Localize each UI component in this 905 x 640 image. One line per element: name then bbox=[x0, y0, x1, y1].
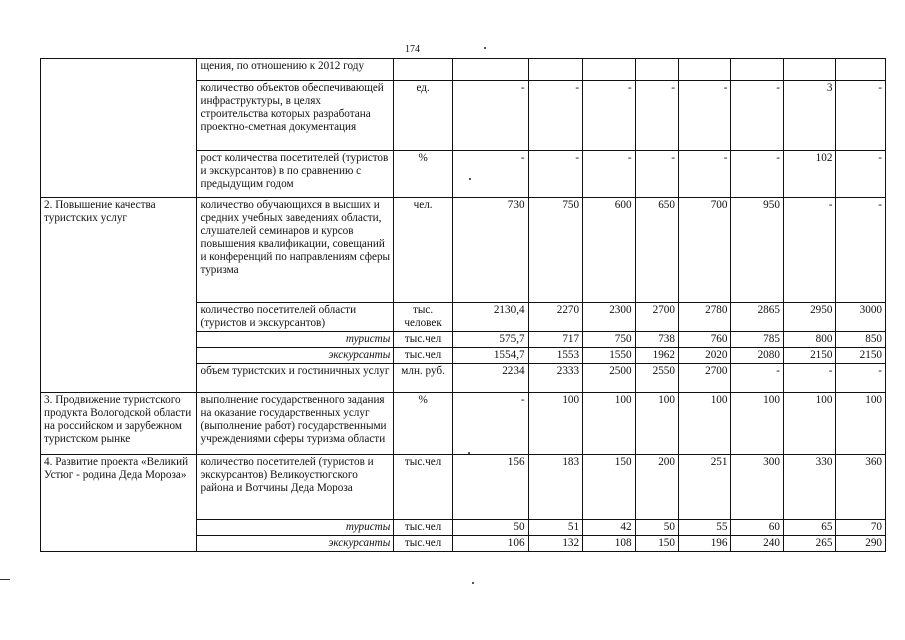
value-cell: 750 bbox=[528, 198, 583, 303]
unit-cell: тыс.чел bbox=[394, 332, 453, 348]
unit-cell: тыс.чел bbox=[394, 455, 453, 520]
table-row bbox=[41, 198, 886, 303]
unit-cell bbox=[394, 59, 453, 81]
value-cell: 100 bbox=[783, 393, 835, 455]
value-cell: 2500 bbox=[583, 364, 635, 393]
value-cell: 2234 bbox=[452, 364, 528, 393]
value-cell: 106 bbox=[452, 536, 528, 552]
value-cell: 100 bbox=[528, 393, 583, 455]
unit-cell: ед. bbox=[394, 81, 453, 151]
value-cell: 1553 bbox=[528, 348, 583, 364]
indicator-cell: рост количества посетителей (туристов и экскурсантов) в по сравнению с предыдущим годом bbox=[197, 151, 394, 198]
unit-cell: млн. руб. bbox=[394, 364, 453, 393]
value-cell: 2780 bbox=[678, 303, 730, 332]
value-cell: 600 bbox=[583, 198, 635, 303]
unit-cell: тыс.чел bbox=[394, 348, 453, 364]
goal-cell-empty bbox=[41, 59, 197, 198]
value-cell: - bbox=[731, 364, 783, 393]
scan-speck bbox=[484, 47, 486, 49]
value-cell: 60 bbox=[731, 520, 783, 536]
value-cell bbox=[731, 59, 783, 81]
value-cell: 730 bbox=[452, 198, 528, 303]
value-cell: 240 bbox=[731, 536, 783, 552]
indicator-cell: объем туристских и гостиничных услуг bbox=[197, 364, 394, 393]
value-cell: 2270 bbox=[528, 303, 583, 332]
value-cell bbox=[635, 59, 678, 81]
value-cell: 150 bbox=[583, 455, 635, 520]
value-cell: - bbox=[836, 364, 886, 393]
goal-cell: 3. Продвижение туристского продукта Вологодской области на российском и зарубежном туристском рынке bbox=[41, 393, 197, 455]
indicator-cell: количество обучающихся в высших и средних учебных заведениях области, слушателей семинаров и курсов повышения квалификации, совещаний и конференций по направлениям сферы туризма bbox=[197, 198, 394, 303]
indicators-table bbox=[40, 58, 886, 552]
value-cell: 2700 bbox=[635, 303, 678, 332]
table-row bbox=[41, 393, 886, 455]
value-cell: 51 bbox=[528, 520, 583, 536]
value-cell: - bbox=[528, 81, 583, 151]
value-cell: 950 bbox=[731, 198, 783, 303]
scan-margin-mark bbox=[0, 579, 10, 580]
unit-cell: % bbox=[394, 151, 453, 198]
indicator-cell: количество посетителей (туристов и экскурсантов) Великоустюгского района и Вотчины Деда Мороза bbox=[197, 455, 394, 520]
sub-indicator-cell: туристы bbox=[197, 332, 394, 348]
value-cell: 2333 bbox=[528, 364, 583, 393]
value-cell: 102 bbox=[783, 151, 835, 198]
value-cell bbox=[678, 59, 730, 81]
unit-cell: % bbox=[394, 393, 453, 455]
value-cell: 183 bbox=[528, 455, 583, 520]
unit-cell: чел. bbox=[394, 198, 453, 303]
sub-indicator-cell: туристы bbox=[197, 520, 394, 536]
value-cell: 575,7 bbox=[452, 332, 528, 348]
value-cell: - bbox=[678, 81, 730, 151]
value-cell: - bbox=[528, 151, 583, 198]
value-cell: 785 bbox=[731, 332, 783, 348]
indicator-cell: количество объектов обеспечивающей инфраструктуры, в целях строительства которых разработана проектно-сметная документация bbox=[197, 81, 394, 151]
value-cell: 156 bbox=[452, 455, 528, 520]
value-cell: 100 bbox=[583, 393, 635, 455]
value-cell: 265 bbox=[783, 536, 835, 552]
value-cell: 65 bbox=[783, 520, 835, 536]
value-cell bbox=[836, 59, 886, 81]
value-cell: - bbox=[635, 151, 678, 198]
value-cell: - bbox=[836, 81, 886, 151]
value-cell: 200 bbox=[635, 455, 678, 520]
value-cell: - bbox=[452, 81, 528, 151]
value-cell: 100 bbox=[635, 393, 678, 455]
value-cell: 1962 bbox=[635, 348, 678, 364]
value-cell: 717 bbox=[528, 332, 583, 348]
value-cell: 50 bbox=[452, 520, 528, 536]
value-cell: 800 bbox=[783, 332, 835, 348]
value-cell: 50 bbox=[635, 520, 678, 536]
goal-cell: 2. Повышение качества туристских услуг bbox=[41, 198, 197, 393]
value-cell: 251 bbox=[678, 455, 730, 520]
value-cell: 196 bbox=[678, 536, 730, 552]
value-cell: 360 bbox=[836, 455, 886, 520]
value-cell: 750 bbox=[583, 332, 635, 348]
value-cell: 100 bbox=[836, 393, 886, 455]
value-cell: 42 bbox=[583, 520, 635, 536]
value-cell: 2020 bbox=[678, 348, 730, 364]
value-cell: 2080 bbox=[731, 348, 783, 364]
goal-cell: 4. Развитие проекта «Великий Устюг - родина Деда Мороза» bbox=[41, 455, 197, 552]
value-cell: 650 bbox=[635, 198, 678, 303]
value-cell: 1554,7 bbox=[452, 348, 528, 364]
value-cell: 100 bbox=[678, 393, 730, 455]
scan-speck bbox=[472, 582, 474, 584]
indicator-cell: выполнение государственного задания на оказание государственных услуг (выполнение работ) государственными учреждениями сферы туризма области bbox=[197, 393, 394, 455]
value-cell: - bbox=[452, 393, 528, 455]
value-cell: 760 bbox=[678, 332, 730, 348]
value-cell: 2300 bbox=[583, 303, 635, 332]
value-cell: 300 bbox=[731, 455, 783, 520]
value-cell: 330 bbox=[783, 455, 835, 520]
value-cell: 2865 bbox=[731, 303, 783, 332]
value-cell: - bbox=[731, 81, 783, 151]
value-cell: - bbox=[783, 364, 835, 393]
value-cell: - bbox=[836, 151, 886, 198]
value-cell: 2700 bbox=[678, 364, 730, 393]
value-cell: 2150 bbox=[783, 348, 835, 364]
value-cell: 2130,4 bbox=[452, 303, 528, 332]
value-cell: 738 bbox=[635, 332, 678, 348]
value-cell: - bbox=[452, 151, 528, 198]
value-cell: 132 bbox=[528, 536, 583, 552]
table-row bbox=[41, 59, 886, 81]
value-cell: 1550 bbox=[583, 348, 635, 364]
value-cell: - bbox=[731, 151, 783, 198]
value-cell: - bbox=[678, 151, 730, 198]
value-cell: 3000 bbox=[836, 303, 886, 332]
unit-cell: тыс. человек bbox=[394, 303, 453, 332]
value-cell: - bbox=[836, 198, 886, 303]
value-cell: 3 bbox=[783, 81, 835, 151]
indicator-cell: количество посетителей области (туристов и экскурсантов) bbox=[197, 303, 394, 332]
value-cell: 150 bbox=[635, 536, 678, 552]
sub-indicator-cell: экскурсанты bbox=[197, 536, 394, 552]
value-cell bbox=[583, 59, 635, 81]
sub-indicator-cell: экскурсанты bbox=[197, 348, 394, 364]
value-cell: 2550 bbox=[635, 364, 678, 393]
value-cell: - bbox=[583, 81, 635, 151]
value-cell bbox=[783, 59, 835, 81]
value-cell: 55 bbox=[678, 520, 730, 536]
page-number: 174 bbox=[405, 44, 420, 55]
value-cell: 2150 bbox=[836, 348, 886, 364]
value-cell bbox=[452, 59, 528, 81]
indicator-cell: щения, по отношению к 2012 году bbox=[197, 59, 394, 81]
value-cell: 108 bbox=[583, 536, 635, 552]
value-cell bbox=[528, 59, 583, 81]
value-cell: - bbox=[783, 198, 835, 303]
table-row bbox=[41, 455, 886, 520]
value-cell: 850 bbox=[836, 332, 886, 348]
value-cell: 70 bbox=[836, 520, 886, 536]
value-cell: 2950 bbox=[783, 303, 835, 332]
value-cell: 700 bbox=[678, 198, 730, 303]
unit-cell: тыс.чел bbox=[394, 536, 453, 552]
value-cell: 100 bbox=[731, 393, 783, 455]
unit-cell: тыс.чел bbox=[394, 520, 453, 536]
value-cell: 290 bbox=[836, 536, 886, 552]
value-cell: - bbox=[635, 81, 678, 151]
value-cell: - bbox=[583, 151, 635, 198]
